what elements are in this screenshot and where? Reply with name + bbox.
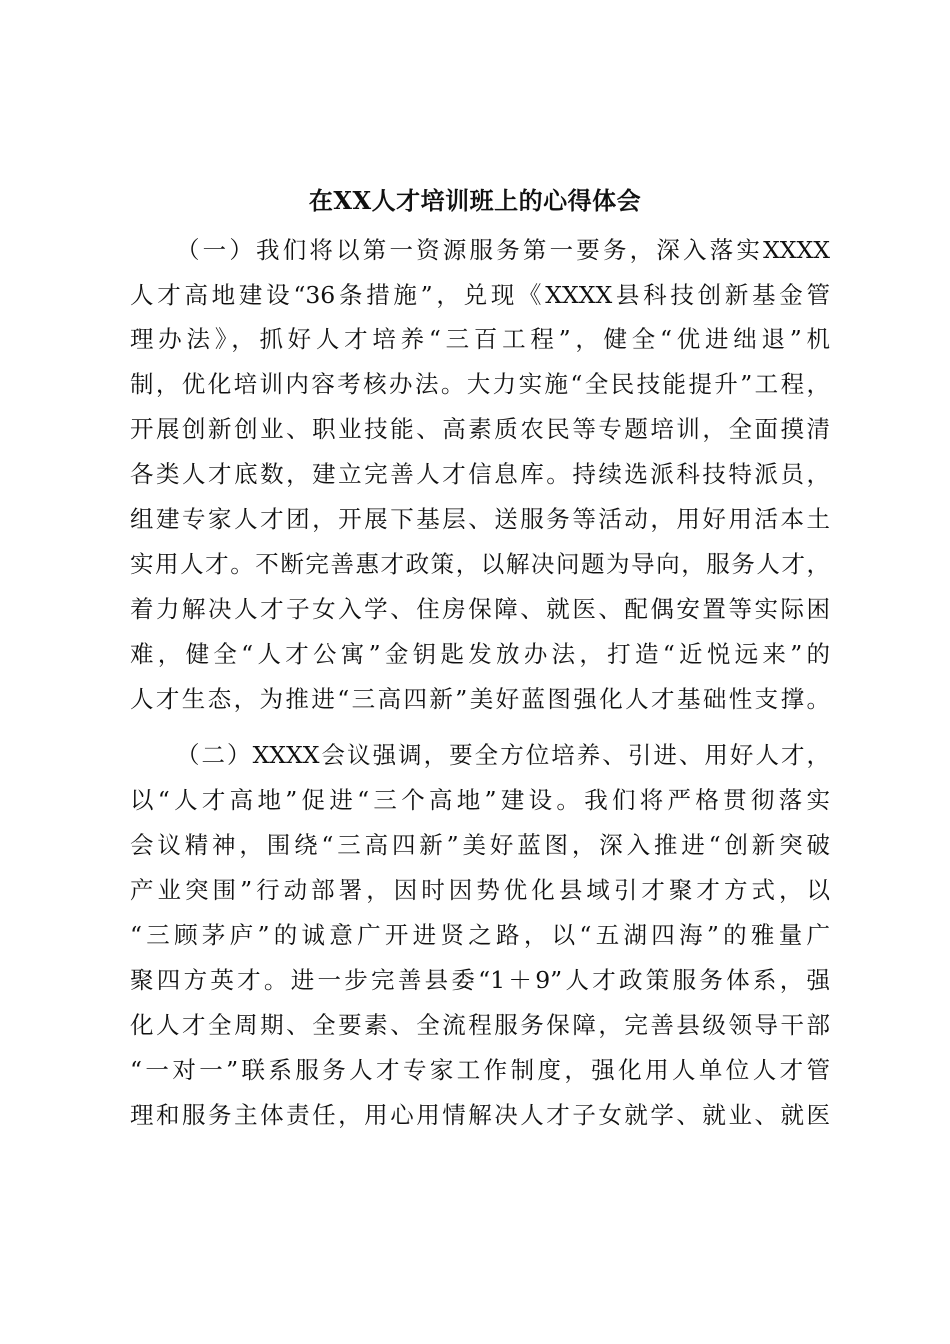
paragraph-line: 聚四方英才。进一步完善县委“1＋9”人才政策服务体系，强	[130, 966, 830, 994]
document-title: 在XX人才培训班上的心得体会	[308, 186, 642, 215]
paragraph-line: 理办法》，抓好人才培养“三百工程”，健全“优进绌退”机	[130, 325, 830, 353]
paragraph-line: 会议精神，围绕“三高四新”美好蓝图，深入推进“创新突破	[130, 831, 830, 859]
paragraph-line: 化人才全周期、全要素、全流程服务保障，完善县级领导干部	[130, 1011, 830, 1039]
paragraph-line: 着力解决人才子女入学、住房保障、就医、配偶安置等实际困	[130, 595, 830, 623]
paragraph-line: 难，健全“人才公寓”金钥匙发放办法，打造“近悦远来”的	[130, 640, 830, 668]
paragraph-line: 各类人才底数，建立完善人才信息库。持续选派科技特派员，	[130, 460, 830, 488]
paragraph-line: 实用人才。不断完善惠才政策，以解决问题为导向，服务人才，	[130, 550, 830, 578]
paragraph-line: 以“人才高地”促进“三个高地”建设。我们将严格贯彻落实	[130, 786, 830, 814]
paragraph-line: （一）我们将以第一资源服务第一要务，深入落实XXXX	[176, 236, 830, 264]
paragraph-line: 产业突围”行动部署，因时因势优化县域引才聚才方式，以	[130, 876, 830, 904]
paragraph-line: “三顾茅庐”的诚意广开进贤之路，以“五湖四海”的雅量广	[130, 921, 830, 949]
paragraph-line: 人才生态，为推进“三高四新”美好蓝图强化人才基础性支撑。	[130, 685, 830, 713]
paragraph-line: 人才高地建设“36条措施”，兑现《XXXX县科技创新基金管	[130, 281, 830, 309]
paragraph-line: “一对一”联系服务人才专家工作制度，强化用人单位人才管	[130, 1056, 830, 1084]
paragraph-line: 组建专家人才团，开展下基层、送服务等活动，用好用活本土	[130, 505, 830, 533]
paragraph-line: 理和服务主体责任，用心用情解决人才子女就学、就业、就医	[130, 1101, 830, 1129]
paragraph-line: （二）XXXX会议强调，要全方位培养、引进、用好人才，	[176, 741, 830, 769]
paragraph-line: 制，优化培训内容考核办法。大力实施“全民技能提升”工程，	[130, 370, 830, 398]
paragraph-line: 开展创新创业、职业技能、高素质农民等专题培训，全面摸清	[130, 415, 830, 443]
